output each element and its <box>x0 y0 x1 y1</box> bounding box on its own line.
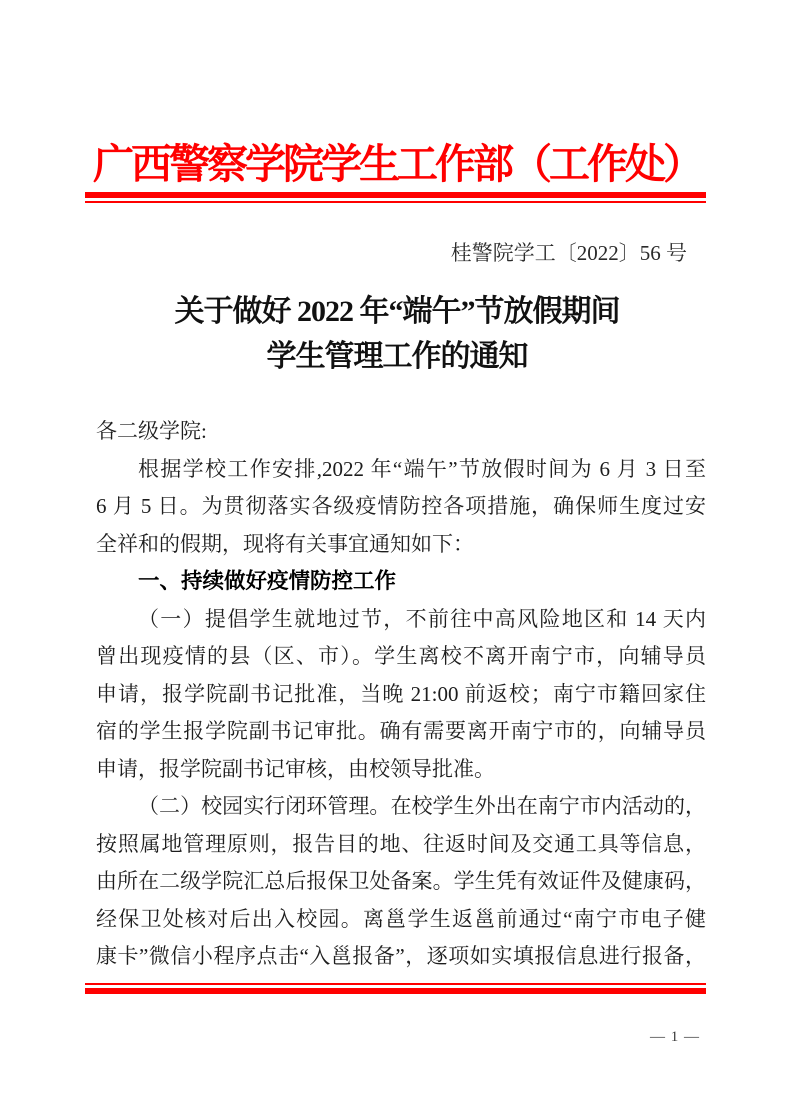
body-line: 康卡”微信小程序点击“入邕报备”，逐项如实填报信息进行报备， <box>96 944 706 968</box>
body-line: （二）校园实行闭环管理。在校学生外出在南宁市内活动的， <box>138 794 706 818</box>
footer-divider <box>85 983 706 994</box>
body-line: 曾出现疫情的县（区、市）。学生离校不离开南宁市，向辅导员 <box>96 644 706 668</box>
body-line: 申请，报学院副书记审核，由校领导批准。 <box>96 756 495 781</box>
document-body <box>96 413 706 976</box>
body-line: 根据学校工作安排,2022 年“端午”节放假时间为 6 月 3 日至 <box>138 456 706 481</box>
body-section-heading: 一、持续做好疫情防控工作 <box>138 569 397 593</box>
body-line: （一）提倡学生就地过节，不前往中高风险地区和 14 天内 <box>138 606 706 631</box>
letterhead-divider <box>85 192 706 203</box>
body-line: 申请，报学院副书记批准，当晚 21:00 前返校；南宁市籍回家住 <box>96 681 706 706</box>
document-title-line-2: 学生管理工作的通知 <box>266 340 528 373</box>
body-line: 经保卫处核对后出入校园。离邕学生返邕前通过“南宁市电子健 <box>96 906 706 931</box>
footer-divider-thick-line <box>85 988 706 994</box>
document-reference-number: 桂警院学工〔2022〕56 号 <box>450 241 687 265</box>
footer-divider-thin-line <box>85 983 706 985</box>
body-line: 各二级学院: <box>96 419 207 443</box>
page-number: — 1 — <box>650 1029 700 1045</box>
body-line: 全祥和的假期，现将有关事宜通知如下： <box>96 531 474 556</box>
department-letterhead-title: 广西警察学院学生工作部（工作处） <box>93 141 701 187</box>
body-line: 6 月 5 日。为贯彻落实各级疫情防控各项措施，确保师生度过安 <box>96 494 706 518</box>
body-line: 宿的学生报学院副书记审批。确有需要离开南宁市的，向辅导员 <box>96 719 706 743</box>
body-line: 由所在二级学院汇总后报保卫处备案。学生凭有效证件及健康码， <box>96 869 706 893</box>
letterhead-divider-thick-line <box>85 192 706 198</box>
letterhead-divider-thin-line <box>85 201 706 203</box>
document-title <box>0 289 794 379</box>
body-line: 按照属地管理原则，报告目的地、往返时间及交通工具等信息， <box>96 831 706 856</box>
document-title-line-1: 关于做好 2022 年“端午”节放假期间 <box>174 295 620 328</box>
